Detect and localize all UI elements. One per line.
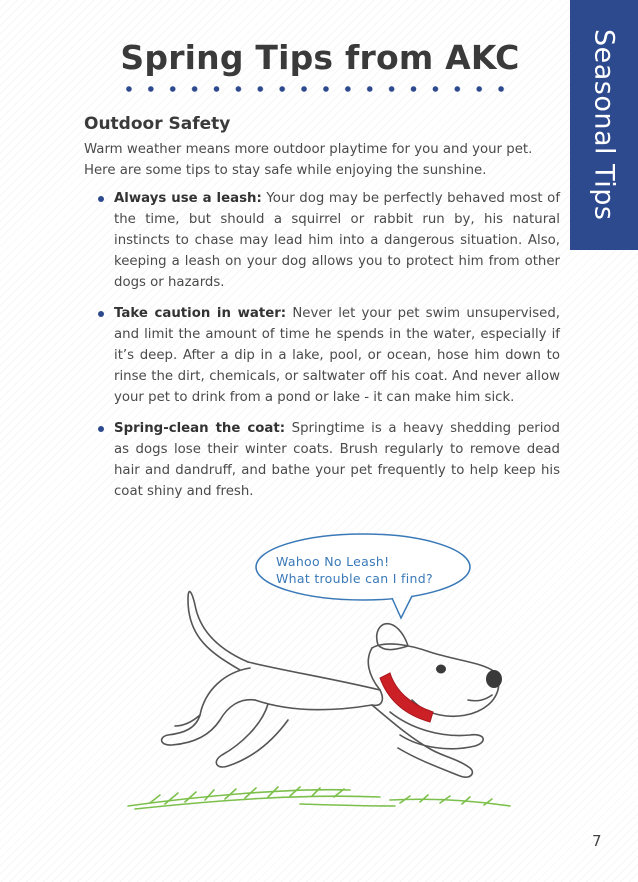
list-item — [84, 188, 560, 293]
red-collar-icon — [380, 673, 433, 722]
list-item — [84, 303, 560, 408]
seasonal-tips-tab — [570, 0, 638, 250]
bullet-icon — [98, 311, 104, 317]
speech-bubble-text — [276, 553, 466, 587]
tip-text: Never let your pet swim unsupervised, and limit the amount of time he spends in the water, especially if it’s deep. After a dip in a lake, pool, or ocean, hose him down to rinse the dirt, chemicals, or saltwater off his coat. And never allow your pet to drink from a pond or lake - it can make him sick. — [114, 306, 560, 405]
side-tab-label: Seasonal Tips — [588, 29, 620, 221]
section-heading: Outdoor Safety — [84, 114, 231, 134]
tips-list — [84, 188, 560, 512]
title-dotted-divider — [118, 86, 513, 92]
tip-lead: Always use a leash: — [114, 191, 262, 206]
page-title: Spring Tips from AKC — [120, 38, 520, 77]
tip-text: Your dog may be perfectly behaved most of the time, but should a squirrel or rabbit run by, his natural instincts to chase may lead him into a dangerous situation. Also, keeping a leash on your dog allows you to protect him from other dogs or hazards. — [114, 191, 560, 290]
intro-paragraph: Warm weather means more outdoor playtime for you and your pet. Here are some tips to stay safe while enjoying the sunshine. — [84, 142, 533, 178]
list-item — [84, 418, 560, 502]
speech-line-2: What trouble can I find? — [276, 571, 433, 586]
dog-icon — [162, 592, 499, 778]
tip-lead: Spring-clean the coat: — [114, 421, 286, 436]
page-number: 7 — [592, 832, 602, 850]
tip-lead: Take caution in water: — [114, 306, 287, 321]
bullet-icon — [98, 426, 104, 432]
speech-line-1: Wahoo No Leash! — [276, 554, 390, 569]
tip-text: Springtime is a heavy shedding period as dogs lose their winter coats. Brush regularly to remove dead hair and dandruff, and bathe your pet frequently to help keep his coat shiny and fresh. — [114, 421, 561, 499]
dog-nose-icon — [486, 670, 502, 688]
dog-eye-icon — [436, 665, 446, 674]
grass-icon — [128, 787, 510, 809]
bullet-icon — [98, 196, 104, 202]
